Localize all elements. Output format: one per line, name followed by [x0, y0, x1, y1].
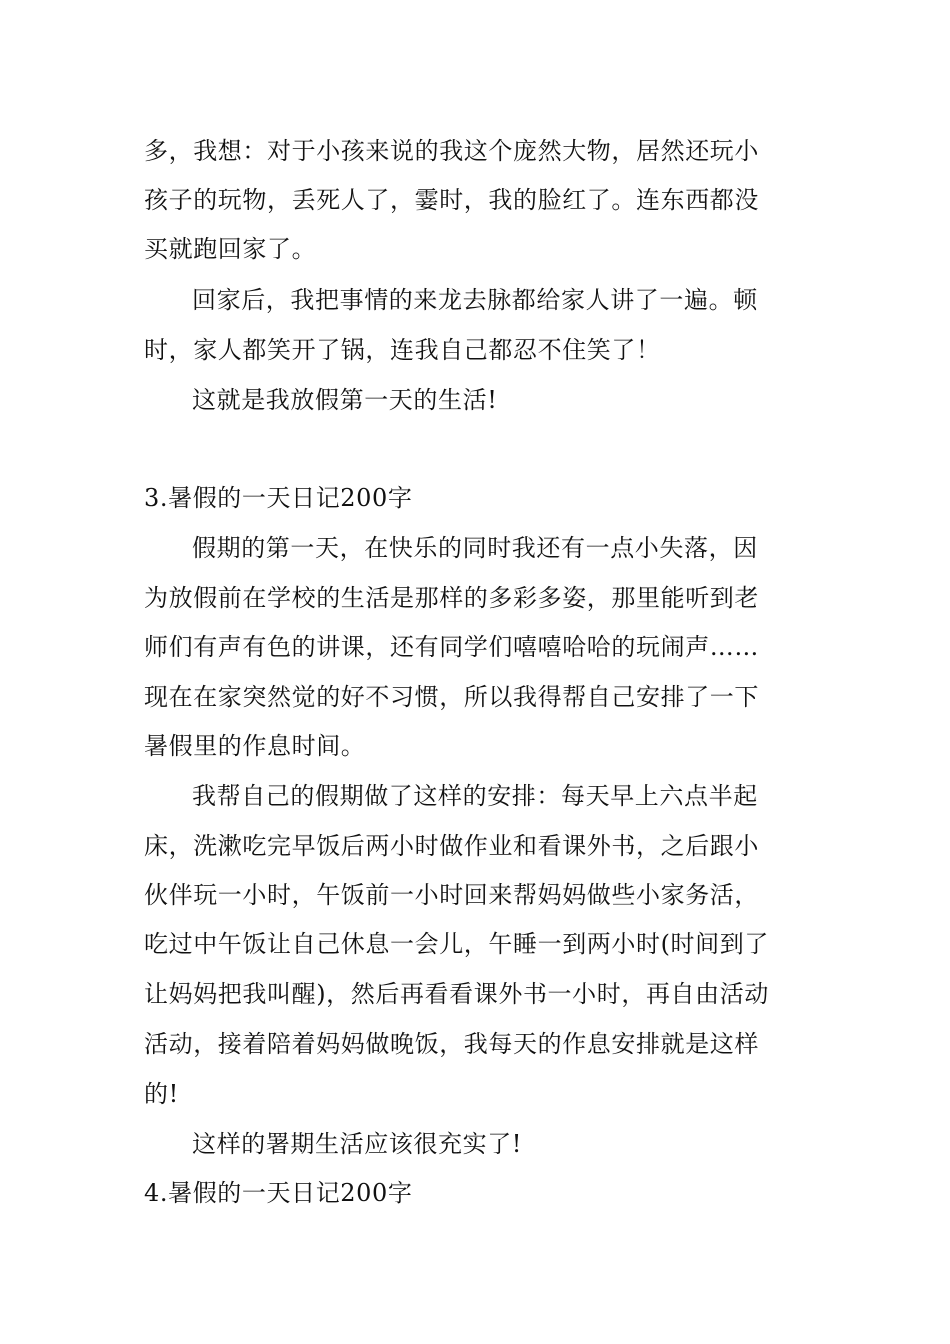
- text-line: 床，洗漱吃完早饭后两小时做作业和看课外书，之后跟小: [144, 832, 759, 860]
- text-line: 暑假里的作息时间。: [144, 732, 366, 760]
- text-line: 为放假前在学校的生活是那样的多彩多姿，那里能听到老: [144, 584, 759, 612]
- paragraph-first-line: 这就是我放假第一天的生活!: [192, 386, 498, 414]
- paragraph-first-line: 回家后，我把事情的来龙去脉都给家人讲了一遍。顿: [192, 286, 758, 314]
- text-line: 买就跑回家了。: [144, 235, 317, 263]
- paragraph-first-line: 这样的署期生活应该很充实了!: [192, 1130, 523, 1158]
- text-line: 师们有声有色的讲课，还有同学们嘻嘻哈哈的玩闹声……: [144, 633, 759, 661]
- paragraph-first-line: 假期的第一天，在快乐的同时我还有一点小失落，因: [192, 534, 758, 562]
- text-line: 孩子的玩物，丢死人了，霎时，我的脸红了。连东西都没: [144, 186, 759, 214]
- paragraph-first-line: 我帮自己的假期做了这样的安排：每天早上六点半起: [192, 782, 758, 810]
- section-heading: 4.暑假的一天日记200字: [144, 1179, 413, 1207]
- text-line: 现在在家突然觉的好不习惯，所以我得帮自己安排了一下: [144, 683, 759, 711]
- text-line: 伙伴玩一小时，午饭前一小时回来帮妈妈做些小家务活，: [144, 881, 759, 909]
- text-line: 活动，接着陪着妈妈做晚饭，我每天的作息安排就是这样: [144, 1030, 759, 1058]
- text-line: 多，我想：对于小孩来说的我这个庞然大物，居然还玩小: [144, 137, 759, 165]
- section-heading: 3.暑假的一天日记200字: [144, 484, 413, 512]
- text-line: 时，家人都笑开了锅，连我自己都忍不住笑了！: [144, 336, 661, 364]
- text-line: 吃过中午饭让自己休息一会儿，午睡一到两小时(时间到了: [144, 930, 769, 958]
- text-line: 让妈妈把我叫醒)，然后再看看课外书一小时，再自由活动: [144, 980, 769, 1008]
- text-line: 的!: [144, 1080, 179, 1108]
